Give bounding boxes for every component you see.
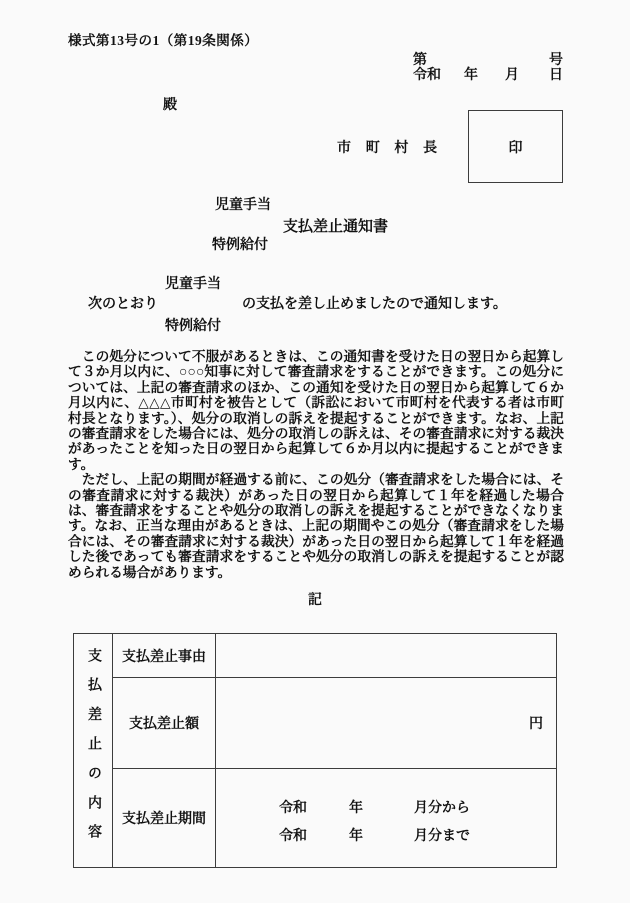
- notice-lead: 次のとおり: [88, 297, 158, 312]
- appeal-paragraph-2: ただし、上記の期間が経過する前に、この処分（審査請求をした場合には、その審査請求に対する裁決）があった日の翌日から起算して１年を経過した場合は、審査請求をすることや処分の取消しの訴えを提起することができなくなります。なお、正当な理由があるときは、上記の期間やこの処分（審査請求をした場合には、その審査請求に対する裁決）があった日の翌日から起算して１年を経過した後であっても審査請求をすることや処分の取消しの訴えを提起することが認められる場合があります。: [68, 472, 564, 580]
- period-from-era-label: 令和: [279, 800, 307, 816]
- table-rows: [113, 634, 556, 867]
- period-to-era-label: 令和: [279, 828, 307, 844]
- suspension-amount-label: 支払差止額: [129, 717, 199, 732]
- suspension-amount-label-cell: [113, 678, 216, 768]
- suspension-period-label: 支払差止期間: [122, 812, 206, 827]
- notice-benefit-option-bottom: 特例給付: [165, 319, 221, 334]
- appeal-paragraph-1: この処分について不服があるときは、この通知書を受けた日の翌日から起算して３か月以内に、○○○知事に対して審査請求をすることができます。この処分については、上記の審査請求のほか、この通知を受けた日の翌日から起算して６か月以内に、△△△市町村を被告として（訴訟において市町村を代表する者は市町村長となります。）、処分の取消しの訴えを提起することができます。なお、上記の審査請求をした場合には、処分の取消しの訴えは、その審査請求に対する裁決があったことを知った日の翌日から起算して６か月以内に提起することができます。: [68, 349, 564, 472]
- period-from-year-label: 年: [349, 800, 363, 816]
- seal-box: [468, 110, 563, 183]
- period-to-month-label: 月分まで: [414, 828, 470, 844]
- doc-number-suffix: 号: [549, 53, 563, 68]
- period-to-year-label: 年: [349, 828, 363, 844]
- addressee-honorific: 殿: [163, 98, 177, 113]
- notice-benefit-option-top: 児童手当: [165, 277, 221, 292]
- table-side-label: 支払差止の内容: [86, 647, 101, 854]
- title-benefit-option-bottom: 特例給付: [212, 238, 268, 253]
- suspension-amount-value-cell: [216, 678, 556, 768]
- period-from-line: [216, 797, 556, 816]
- form-number: 様式第13号の1（第19条関係）: [68, 33, 259, 48]
- date-day-label: 日: [549, 68, 563, 83]
- period-to-line: [216, 825, 556, 844]
- issuer-title: 市町村長: [337, 141, 452, 156]
- seal-label: 印: [508, 140, 523, 156]
- table-row-suspension-amount: [113, 678, 556, 769]
- table-row-suspension-reason: [113, 634, 556, 678]
- suspension-reason-label: 支払差止事由: [122, 649, 206, 665]
- ki-marker: 記: [308, 593, 322, 608]
- document-title: 支払差止通知書: [283, 219, 389, 235]
- suspension-reason-label-cell: [113, 634, 216, 677]
- suspension-amount-unit: 円: [529, 717, 543, 732]
- suspension-reason-value-cell: [216, 634, 556, 677]
- period-from-month-label: 月分から: [414, 800, 470, 816]
- date-era-label: 令和: [413, 68, 441, 83]
- suspension-period-label-cell: [113, 769, 216, 867]
- date-year-label: 年: [464, 68, 478, 83]
- notice-tail: の支払を差し止めましたので通知します。: [242, 297, 507, 312]
- title-benefit-option-top: 児童手当: [215, 198, 271, 213]
- appeal-instructions: [68, 349, 564, 580]
- suspension-period-value-cell: [216, 769, 556, 867]
- doc-number-prefix: 第: [413, 53, 427, 68]
- suspension-details-table: [73, 633, 557, 868]
- table-side-header-cell: [74, 634, 113, 867]
- table-row-suspension-period: [113, 769, 556, 867]
- date-month-label: 月: [505, 68, 519, 83]
